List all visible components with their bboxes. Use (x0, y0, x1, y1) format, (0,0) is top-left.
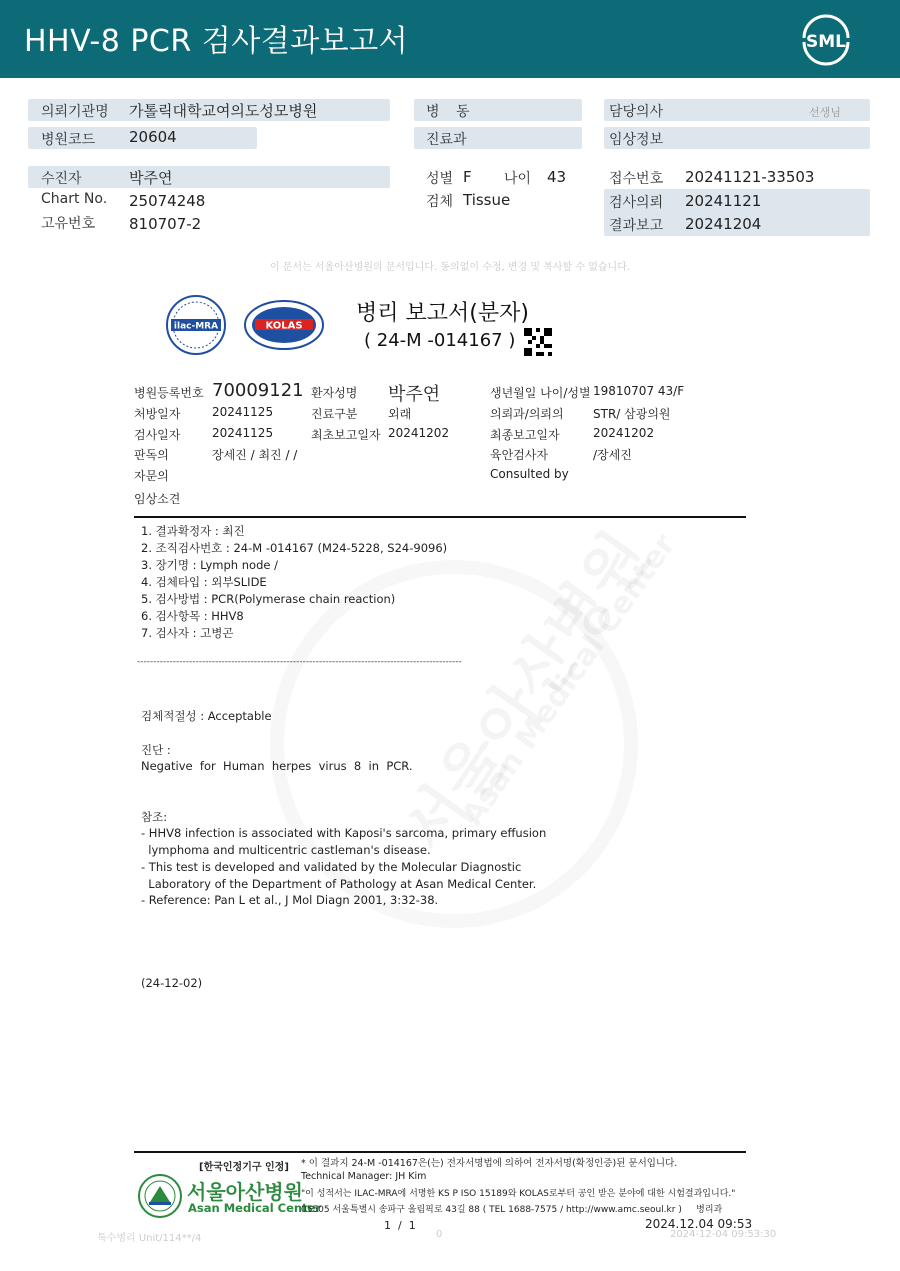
patient-label: 수진자 (41, 171, 82, 187)
faint-unit-label: 특수병리 Unit/114**/4 (97, 1233, 202, 1244)
report-date-note: (24-12-02) (141, 976, 203, 990)
faint-counter: 0 (436, 1229, 443, 1240)
item-7: 7. 검사자 : 고병곤 (141, 626, 234, 640)
rf-value-2: 20241202 (593, 426, 655, 440)
reference-line-3: - This test is developed and validated by the Molecular Diagnostic (141, 860, 522, 874)
sml-logo-text: SML (806, 32, 846, 52)
rf-label-2: 최종보고일자 (490, 428, 560, 442)
footer-line-1: * 이 결과지 24-M -014167은(는) 전자서명법에 의하여 전자서명(확정인증)된 문서입니다. (301, 1158, 678, 1169)
lf-value-3: 장세진 / 최진 / / (212, 448, 298, 462)
doctor-label: 담당의사 (609, 104, 664, 120)
lf-value-2: 20241125 (212, 426, 274, 440)
sml-logo (796, 12, 856, 66)
lf-label-4: 자문의 (134, 469, 169, 483)
receipt-label: 접수번호 (609, 171, 664, 187)
specimen-label: 검체 (426, 194, 454, 210)
reference-line-4: Laboratory of the Department of Pathology at Asan Medical Center. (141, 877, 537, 891)
faint-timestamp: 2024-12-04 09:53:30 (670, 1229, 777, 1240)
adequacy: 검체적절성 : Acceptable (141, 709, 272, 723)
page-title: HHV-8 PCR 검사결과보고서 (24, 24, 409, 59)
rf-value-3: /장세진 (593, 448, 632, 462)
kolas-text: KOLAS (265, 320, 303, 332)
chart-value: 25074248 (129, 192, 206, 210)
item-2: 2. 조직검사번호 : 24-M -014167 (M24-5228, S24-9096) (141, 541, 448, 555)
item-6: 6. 검사항목 : HHV8 (141, 609, 244, 623)
copy-notice: 이 문서는 서울아산병원의 문서입니다. 동의없이 수정, 변경 및 복사할 수 없습니다. (269, 262, 631, 273)
patient-value: 박주연 (129, 169, 173, 187)
age-label: 나이 (504, 171, 532, 187)
report-number: ( 24-M -014167 ) (364, 330, 516, 351)
hospital-name-ko: 서울아산병원 (187, 1180, 303, 1204)
dashed-divider: ---------------------------------------------------------------------------------------------------- (137, 657, 462, 667)
lf-label-2: 검사일자 (134, 428, 181, 442)
item-5: 5. 검사방법 : PCR(Polymerase chain reaction) (141, 592, 396, 606)
mf-label-2: 최초보고일자 (311, 428, 381, 442)
asan-emblem-icon (137, 1173, 183, 1219)
ilac-mra-logo (165, 294, 227, 356)
lf-value-1: 20241125 (212, 405, 274, 419)
rf-label-0: 생년월일 나이/성별 (490, 386, 591, 400)
rf-value-0: 19810707 43/F (593, 384, 685, 398)
unique-label: 고유번호 (41, 216, 96, 232)
hospital-code-label: 병원코드 (41, 132, 96, 148)
hospital-code-value: 20604 (129, 128, 177, 146)
reference-line-5: - Reference: Pan L et al., J Mol Diagn 2001, 3:32-38. (141, 893, 439, 907)
footer-line-4: 05505 서울특별시 송파구 올림픽로 43길 88 ( TEL 1688-7575 / http://www.amc.seoul.kr ) 병리과 (301, 1205, 723, 1215)
accredited-label: [한국인정기구 인정] (199, 1162, 289, 1173)
request-label: 검사의뢰 (609, 195, 664, 211)
ilac-text: ilac-MRA (173, 321, 219, 332)
lf-value-0: 70009121 (212, 380, 304, 401)
dept-label: 진료과 (426, 132, 467, 148)
institution-value: 가톨릭대학교여의도성모병원 (129, 102, 318, 120)
printed-timestamp: 2024.12.04 09:53 (645, 1217, 753, 1231)
reference-line-1: - HHV8 infection is associated with Kaposi's sarcoma, primary effusion (141, 826, 547, 840)
specimen-value: Tissue (463, 191, 511, 209)
patient-row-bg (28, 166, 390, 188)
result-label: 결과보고 (609, 218, 664, 234)
institution-label: 의뢰기관명 (41, 104, 109, 120)
rf-value-1: STR/ 삼광의원 (593, 407, 671, 421)
ward-label: 병 동 (426, 104, 476, 120)
request-value: 20241121 (685, 192, 762, 210)
doctor-suffix: 선생님 (809, 106, 841, 119)
report-title: 병리 보고서(분자) (356, 301, 529, 326)
reference-line-2: lymphoma and multicentric castleman's disease. (141, 843, 431, 857)
sex-label: 성별 (426, 171, 454, 187)
receipt-value: 20241121-33503 (685, 168, 815, 186)
lf-label-0: 병원등록번호 (134, 386, 204, 400)
mf-label-0: 환자성명 (311, 386, 358, 400)
mf-value-0: 박주연 (388, 384, 441, 405)
chart-label: Chart No. (41, 191, 108, 207)
mf-value-2: 20241202 (388, 426, 450, 440)
qr-code-icon (524, 328, 552, 356)
footer-line-3: "이 성적서는 ILAC-MRA에 서명한 KS P ISO 15189와 KOLAS로부터 공인 받은 분야에 대한 시험결과입니다." (301, 1189, 736, 1199)
sex-value: F (463, 168, 472, 186)
result-value: 20241204 (685, 215, 762, 233)
rf-label-4: Consulted by (490, 467, 569, 481)
lf-label-3: 판독의 (134, 448, 169, 462)
footer-divider-line (134, 1151, 746, 1153)
lf-label-5: 임상소견 (134, 492, 181, 506)
clinical-label: 임상정보 (609, 132, 664, 148)
age-value: 43 (547, 168, 567, 186)
kolas-logo (243, 299, 325, 351)
rf-label-1: 의뢰과/의뢰의 (490, 407, 564, 421)
item-4: 4. 검체타입 : 외부SLIDE (141, 575, 267, 589)
page-indicator: 1 / 1 (384, 1219, 416, 1232)
diagnosis-label: 진단 : (141, 743, 171, 757)
diagnosis-text: Negative for Human herpes virus 8 in PCR. (141, 759, 413, 773)
unique-value: 810707-2 (129, 215, 202, 233)
mf-label-1: 진료구분 (311, 407, 358, 421)
footer-line-2: Technical Manager: JH Kim (301, 1171, 427, 1182)
rf-label-3: 육안검사자 (490, 448, 548, 462)
reference-label: 참조: (141, 810, 168, 824)
item-1: 1. 결과확정자 : 최진 (141, 524, 245, 538)
lf-label-1: 처방일자 (134, 407, 181, 421)
report-divider-line (134, 516, 746, 518)
hospital-name-en: Asan Medical Center (188, 1201, 322, 1215)
mf-value-1: 외래 (388, 407, 412, 421)
item-3: 3. 장기명 : Lymph node / (141, 558, 278, 572)
